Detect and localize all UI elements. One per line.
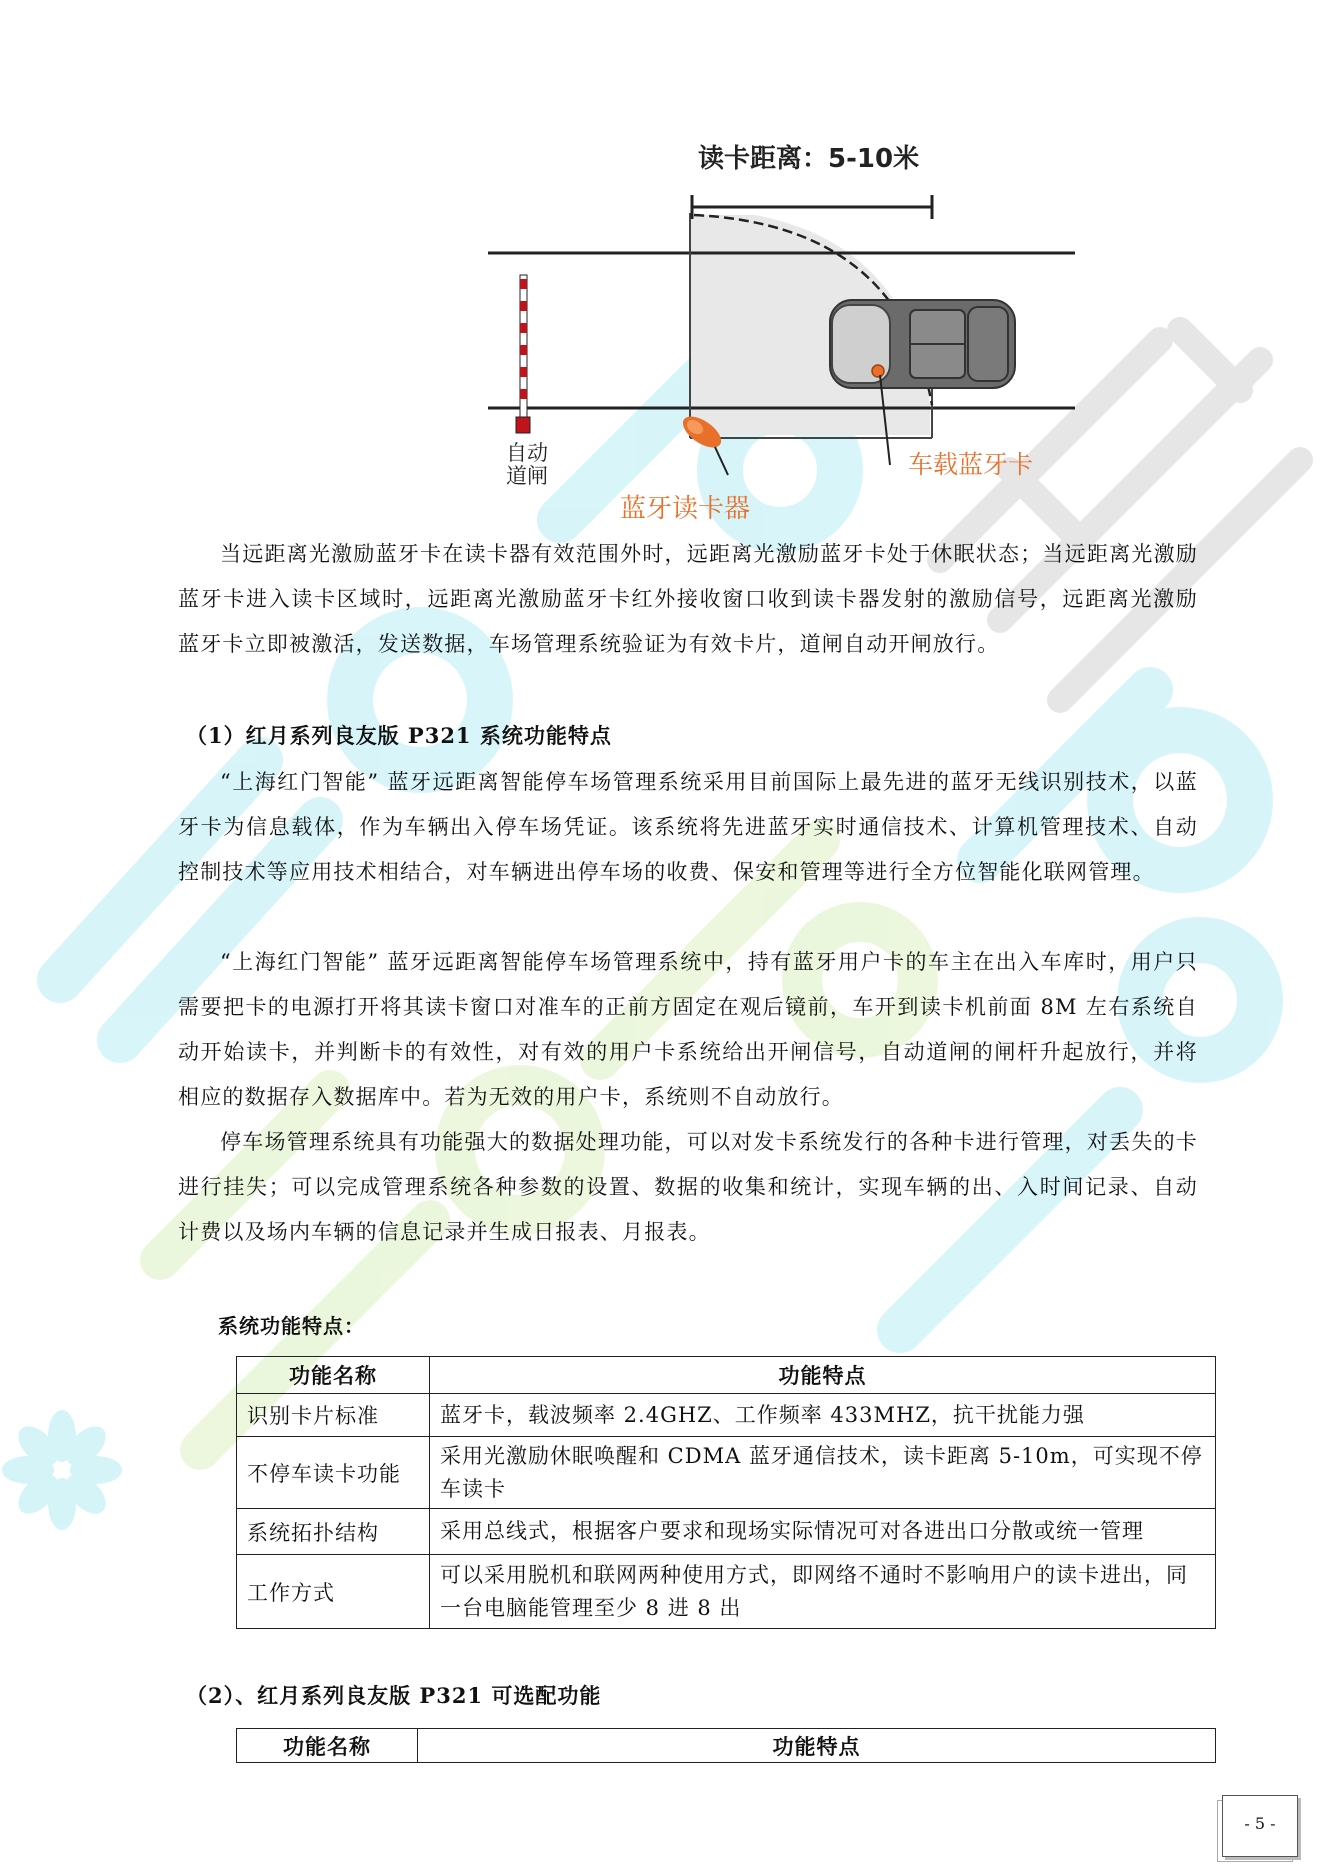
gate-label-line2: 道闸 <box>506 464 548 488</box>
column-header-features: 功能特点 <box>430 1357 1216 1394</box>
feature-table <box>236 1356 1216 1629</box>
section1-paragraph-3: 停车场管理系统具有功能强大的数据处理功能，可以对发卡系统发行的各种卡进行管理，对丢失的卡进行挂失；可以完成管理系统各种参数的设置、数据的收集和统计，实现车辆的出、入时间记录、自动计费以及场内车辆的信息记录并生成日报表、月报表。 <box>178 1130 1198 1244</box>
gate-label-line1: 自动 <box>506 441 548 465</box>
optional-table-header-row <box>237 1729 1216 1763</box>
intro-paragraph: 当远距离光激励蓝牙卡在读卡器有效范围外时，远距离光激励蓝牙卡处于休眠状态；当远距离光激励蓝牙卡进入读卡区域时，远距离光激励蓝牙卡红外接收窗口收到读卡器发射的激励信号，远距离光激励蓝牙卡立即被激活，发送数据，车场管理系统验证为有效卡片，道闸自动开闸放行。 <box>178 542 1198 656</box>
column-header-name: 功能名称 <box>237 1729 418 1763</box>
optional-feature-table <box>236 1728 1216 1763</box>
feature-desc-cell: 可以采用脱机和联网两种使用方式，即网络不通时不影响用户的读卡进出，同一台电脑能管理至少 8 进 8 出 <box>430 1555 1216 1629</box>
section1-paragraph-2: “上海红门智能” 蓝牙远距离智能停车场管理系统中，持有蓝牙用户卡的车主在出入车库时，用户只需要把卡的电源打开将其读卡窗口对准车的正前方固定在观后镜前，车开到读卡机前面 8M 左右系统自动开始读卡，并判断卡的有效性，对有效的用户卡系统给出开闸信号，自动道闸的闸杆升起放行，并将相应的数据存入数据库中。若为无效的用户卡，系统则不自动放行。 <box>178 950 1198 1109</box>
table-row <box>237 1555 1216 1629</box>
feature-table-header-row <box>237 1357 1216 1394</box>
car-card-label: 车载蓝牙卡 <box>908 450 1034 479</box>
distance-label: 读卡距离：5-10米 <box>698 144 920 174</box>
section1-paragraph-1: “上海红门智能” 蓝牙远距离智能停车场管理系统采用目前国际上最先进的蓝牙无线识别技术，以蓝牙卡为信息载体，作为车辆出入停车场凭证。该系统将先进蓝牙实时通信技术、计算机管理技术、自动控制技术等应用技术相结合，对车辆进出停车场的收费、保安和管理等进行全方位智能化联网管理。 <box>178 770 1198 884</box>
feature-name-cell: 系统拓扑结构 <box>237 1509 430 1555</box>
section2-heading: （2）、红月系列良友版 P321 可选配功能 <box>186 1683 602 1708</box>
feature-desc-cell: 采用总线式，根据客户要求和现场实际情况可对各进出口分散或统一管理 <box>430 1509 1216 1555</box>
feature-desc-cell: 采用光激励休眠唤醒和 CDMA 蓝牙通信技术，读卡距离 5-10m，可实现不停车读卡 <box>430 1437 1216 1509</box>
parking-diagram-svg <box>470 135 1100 525</box>
feature-name-cell: 工作方式 <box>237 1555 430 1629</box>
feature-name-cell: 识别卡片标准 <box>237 1394 430 1437</box>
parking-diagram <box>470 135 1100 525</box>
page-number: - 5 - <box>1244 1814 1276 1833</box>
section1-heading: （1）红月系列良友版 P321 系统功能特点 <box>186 723 612 748</box>
feature-desc-cell: 蓝牙卡，载波频率 2.4GHZ、工作频率 433MHZ，抗干扰能力强 <box>430 1394 1216 1437</box>
page-number-box <box>1222 1795 1298 1857</box>
table-row <box>237 1509 1216 1555</box>
car-icon <box>830 300 1015 388</box>
feature-table-title: 系统功能特点： <box>218 1314 365 1338</box>
table-row <box>237 1437 1216 1509</box>
feature-name-cell: 不停车读卡功能 <box>237 1437 430 1509</box>
column-header-name: 功能名称 <box>237 1357 430 1394</box>
table-row <box>237 1394 1216 1437</box>
reader-label: 蓝牙读卡器 <box>620 494 751 524</box>
column-header-features: 功能特点 <box>418 1729 1216 1763</box>
